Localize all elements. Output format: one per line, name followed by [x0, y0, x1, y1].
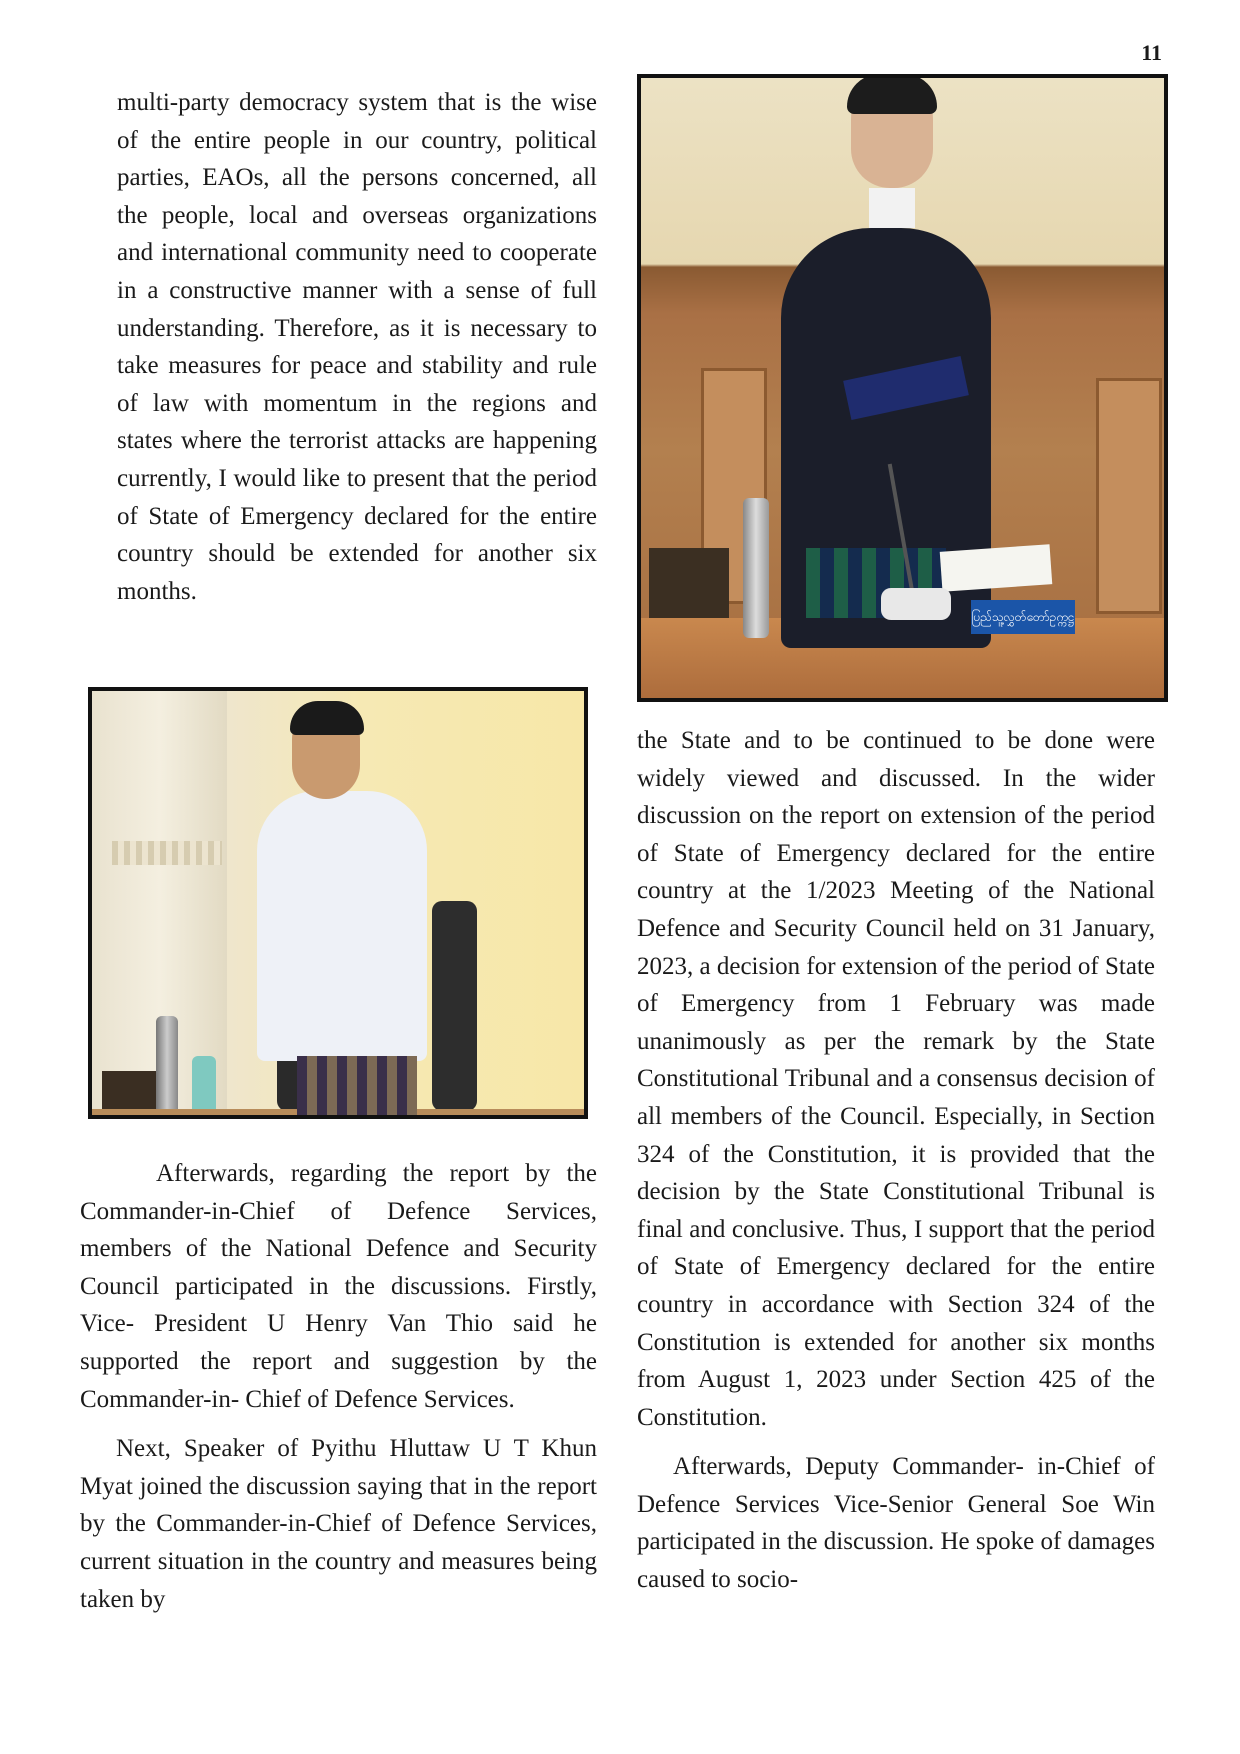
right-column-text	[637, 722, 1155, 1599]
paragraph-deputy-commander: Afterwards, Deputy Commander- in-Chief of Defence Services Vice-Senior General Soe Win participated in the discussion. He spoke of damages caused to socio-	[637, 1453, 1155, 1594]
left-column-bottom-text	[80, 1155, 597, 1618]
photo-speaker-reading	[637, 74, 1168, 702]
paragraph-speaker: Next, Speaker of Pyithu Hluttaw U T Khun Myat joined the discussion saying that in the report by the Commander-in-Chief of Defence Services, current situation in the country and measures being taken by	[80, 1435, 597, 1613]
paragraph-vice-president: Afterwards, regarding the report by the Commander-in-Chief of Defence Services, members of the National Defence and Security Council participated in the discussions. Firstly, Vice- President U Henry Van Thio said he supported the report and suggestion by the Commander-in- Chief of Defence Services.	[80, 1160, 597, 1413]
continued-paragraph: multi-party democracy system that is the wise of the entire people in our country, political parties, EAOs, all the persons concerned, all the people, local and overseas organizations and international community need to cooperate in a constructive manner with a sense of full understanding. Therefore, as it is necessary to take measures for peace and stability and rule of law with momentum in the regions and states where the terrorist attacks are happening currently, I would like to present that the period of State of Emergency declared for the entire country should be extended for another six months.	[117, 89, 597, 605]
nameplate: ပြည်သူ့လွှတ်တော်ဥက္ကဋ္ဌ	[971, 600, 1075, 634]
paragraph-continued-discussion: the State and to be continued to be done were widely viewed and discussed. In the wider discussion on the report on extension of the period of State of Emergency declared for the entire country at the 1/2023 Meeting of the National Defence and Security Council held on 31 January, 2023, a decision for extension of the period of State of Emergency from 1 February was made unanimously as per the remark by the State Constitutional Tribunal and a consensus decision of all members of the Council. Especially, in Section 324 of the Constitution, it is provided that the decision by the State Constitutional Tribunal is final and conclusive. Thus, I support that the period of State of Emergency declared for the entire country in accordance with Section 324 of the Constitution is extended for another six months from August 1, 2023 under Section 425 of the Constitution.	[637, 727, 1155, 1431]
page-number: 11	[1141, 40, 1162, 65]
left-column-top-text	[117, 84, 597, 610]
photo-vice-president	[88, 687, 588, 1119]
